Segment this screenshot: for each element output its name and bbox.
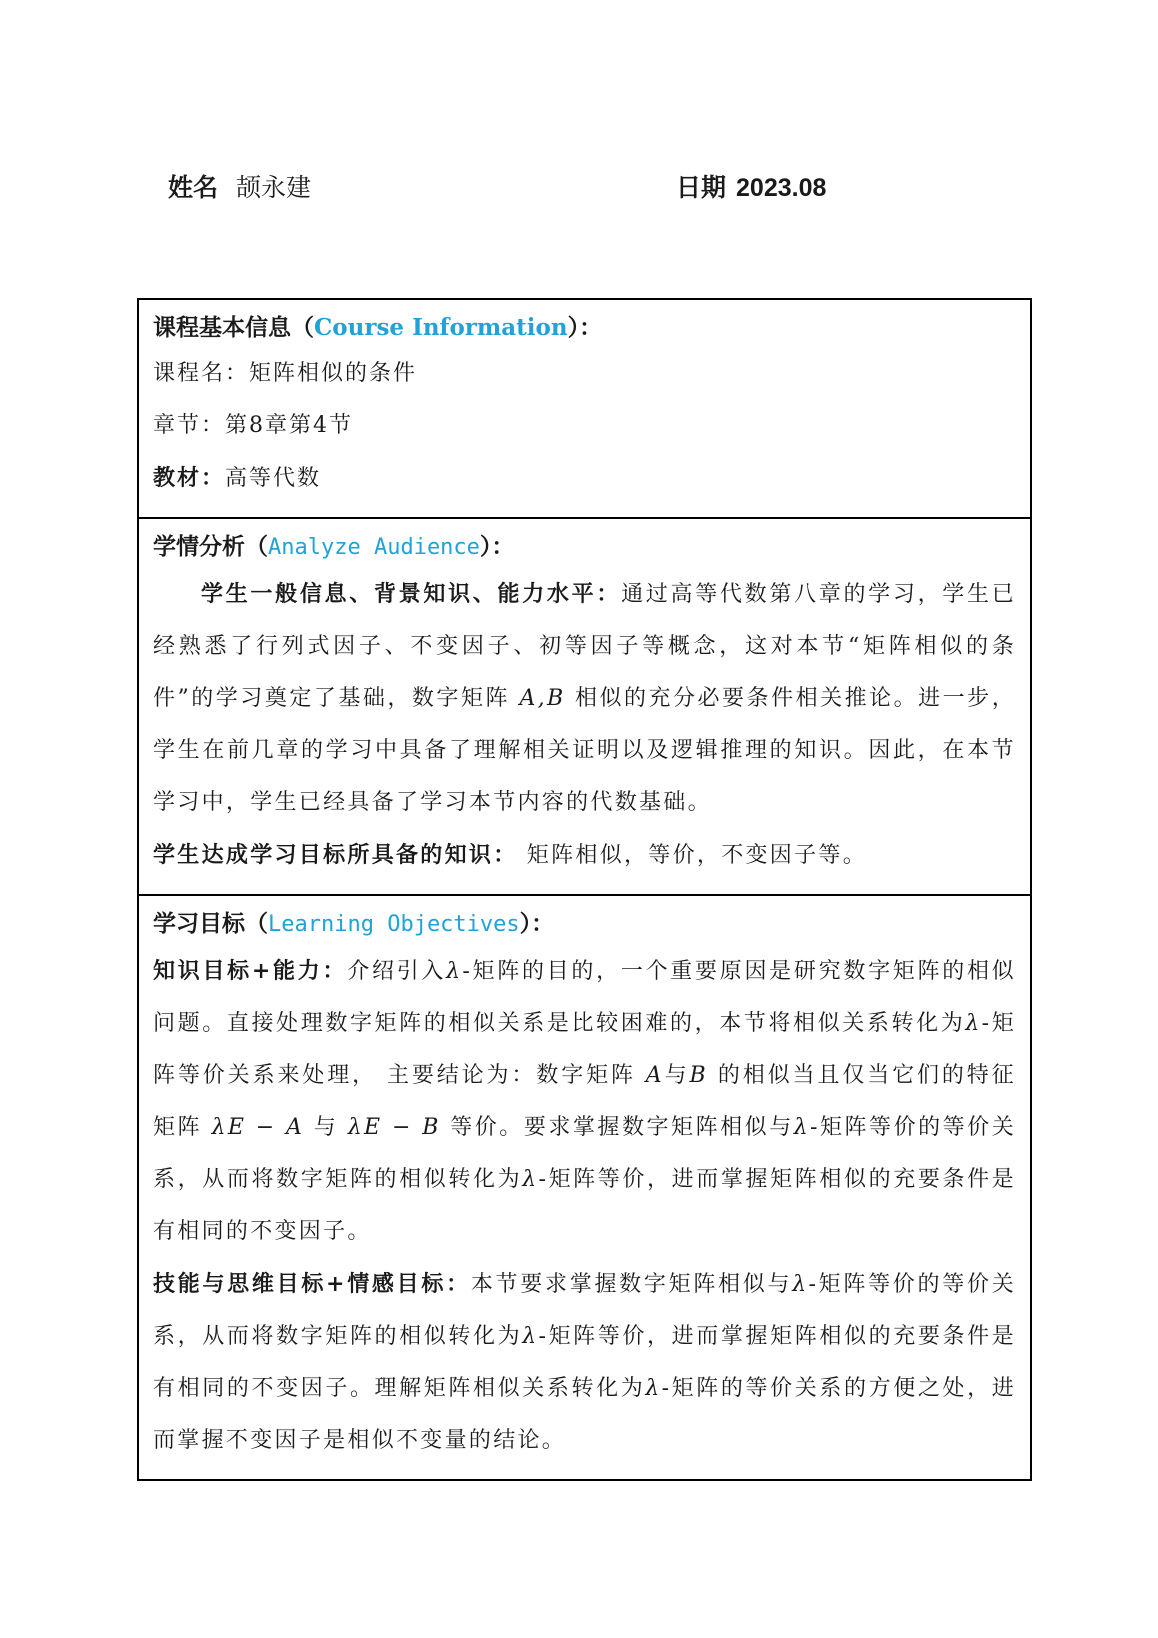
objectives-title-end: ）： <box>519 910 555 937</box>
audience-p1-math: A,B <box>519 686 566 711</box>
date-field <box>676 168 826 204</box>
objectives-p1-t3: -矩阵等价关系来处理， 主要结论为：数字矩阵 <box>153 1011 1016 1088</box>
objectives-p1-label: 知识目标+能力： <box>153 958 348 984</box>
objectives-p2-t1: 本节要求掌握数字矩阵相似与 <box>470 1272 793 1297</box>
audience-p2-label: 学生达成学习目标所具备的知识： <box>153 842 518 868</box>
objectives-p1-t4: 与 <box>663 1063 690 1088</box>
objectives-p1-t2: -矩阵的目的，一个重要原因是研究数字矩阵的相似问题。直接处理数字矩阵的相似关系是比较困难的，本节将相似关系转化为 <box>153 959 1016 1036</box>
objectives-p1-m3: A <box>645 1063 664 1088</box>
skill-emotion-objective <box>153 1258 1016 1467</box>
audience-title-en: Analyze Audience <box>268 535 480 560</box>
objectives-section <box>139 896 1030 1479</box>
objectives-title <box>153 904 1016 945</box>
objectives-title-cn: 学习目标（ <box>153 910 268 937</box>
objectives-p1-m7: λ <box>793 1115 810 1140</box>
course-info-section <box>139 300 1030 519</box>
objectives-p1-t8: -矩阵等价的等价关系，从而将数字矩阵的相似转化为 <box>153 1115 1017 1192</box>
objectives-p1-m2: λ <box>965 1011 982 1036</box>
objectives-p1-t5: 的相似当且仅当它们的特征矩阵 <box>153 1063 1016 1140</box>
name-label: 姓名 <box>168 174 219 202</box>
lesson-plan-table <box>137 298 1032 1481</box>
audience-p2-text: 矩阵相似，等价，不变因子等。 <box>517 843 868 868</box>
objectives-p1-m4: B <box>689 1063 708 1088</box>
chapter: 章节：第8章第4节 <box>153 413 353 438</box>
objectives-p2-m2: λ <box>522 1324 539 1349</box>
course-name: 课程名：矩阵相似的条件 <box>153 361 418 386</box>
objectives-p1-m5: λE − A <box>211 1115 305 1140</box>
objectives-p1-m8: λ <box>522 1167 539 1192</box>
textbook-value: 高等代数 <box>225 466 322 491</box>
objectives-p2-t2: -矩阵等价的等价关系，从而将数字矩阵的相似转化为 <box>153 1272 1016 1349</box>
course-info-title-end: ）： <box>567 314 603 341</box>
textbook <box>153 452 1016 505</box>
objectives-p2-m3: λ <box>645 1376 662 1401</box>
audience-p1-text-cont: 相似的充分必要条件相关推论。进一步，学生在前几章的学习中具备了理解相关证明以及逻辑推理的知识。因此，在本节学习中，学生已经具备了学习本节内容的代数基础。 <box>153 686 1016 815</box>
objectives-p1-m1: λ <box>446 959 463 984</box>
objectives-p1-t9: -矩阵等价，进而掌握矩阵相似的充要条件是有相同的不变因子。 <box>153 1167 1016 1244</box>
textbook-label: 教材： <box>153 465 226 491</box>
course-info-title-cn: 课程基本信息（ <box>153 314 314 341</box>
objectives-p1-m6: λE − B <box>347 1115 441 1140</box>
objectives-title-en: Learning Objectives <box>268 912 520 937</box>
name-value: 颉永建 <box>236 174 312 202</box>
audience-p1-text: 通过高等代数第八章的学习，学生已经熟悉了行列式因子、不变因子、初等因子等概念，这对本节“矩阵相似的条件”的学习奠定了基础，数字矩阵 <box>153 582 1016 711</box>
objectives-p2-t4: -矩阵的等价关系的方便之处，进而掌握不变因子是相似不变量的结论。 <box>153 1376 1016 1453</box>
knowledge-objective <box>153 945 1016 1258</box>
audience-p1-label: 学生一般信息、背景知识、能力水平： <box>201 581 622 607</box>
objectives-p1-t1: 介绍引入 <box>347 959 447 984</box>
audience-knowledge <box>153 829 1016 882</box>
audience-section <box>139 519 1030 896</box>
objectives-p2-t3: -矩阵等价，进而掌握矩阵相似的充要条件是有相同的不变因子。理解矩阵相似关系转化为 <box>153 1324 1016 1401</box>
audience-title <box>153 527 1016 568</box>
objectives-p2-label: 技能与思维目标+情感目标： <box>153 1271 471 1297</box>
header-row <box>0 168 1158 208</box>
objectives-p1-t6: 与 <box>304 1115 348 1140</box>
date-value: 2023.08 <box>736 174 827 202</box>
date-label: 日期 <box>676 174 727 202</box>
course-info-title <box>153 308 1016 348</box>
course-info-title-en: Course Information <box>314 314 568 341</box>
audience-title-end: ）： <box>479 533 515 560</box>
objectives-p1-t7: 等价。要求掌握数字矩阵相似与 <box>440 1115 794 1140</box>
audience-title-cn: 学情分析（ <box>153 533 268 560</box>
audience-paragraph <box>153 568 1016 829</box>
objectives-p2-m1: λ <box>792 1272 809 1297</box>
name-field <box>168 168 311 204</box>
